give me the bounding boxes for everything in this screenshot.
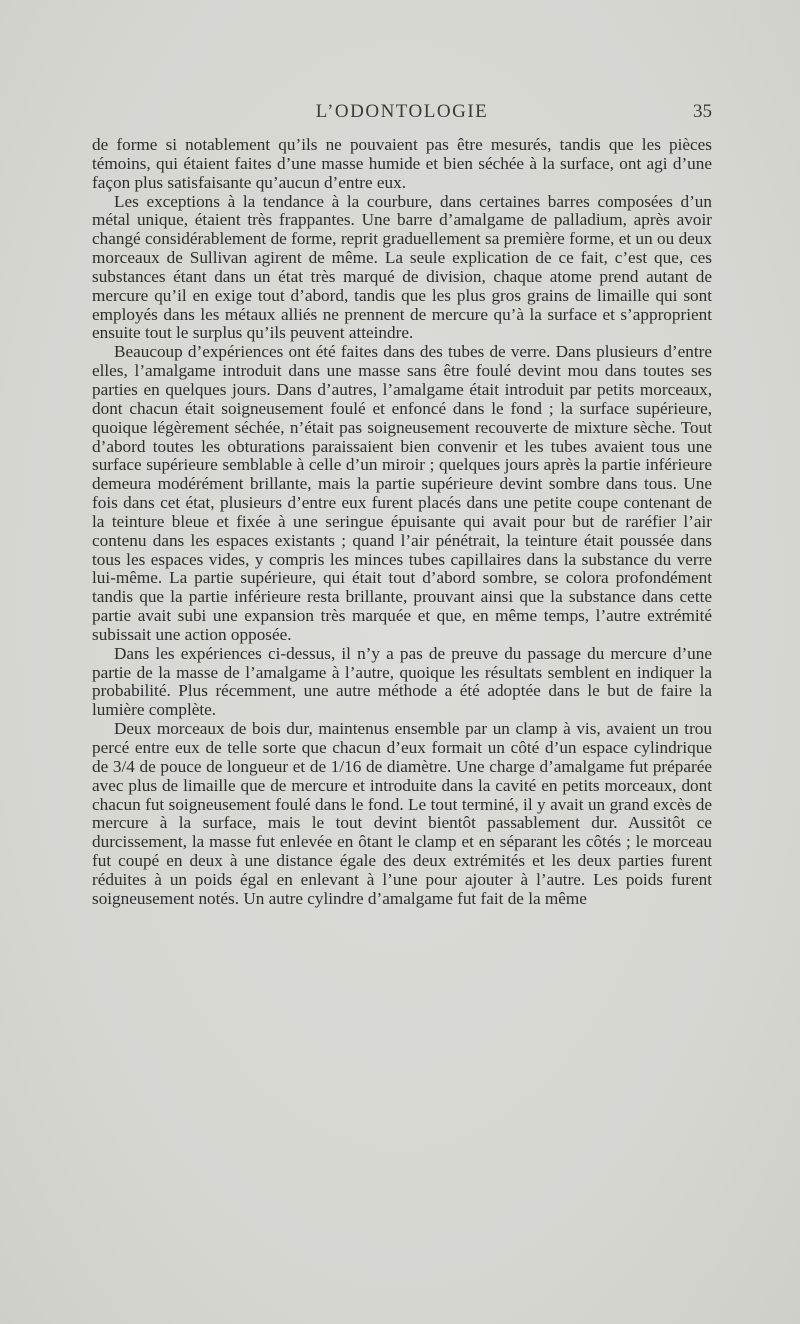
paragraph-4: Dans les expériences ci-dessus, il n’y a pas de preuve du passage du mercure d’une partie de la masse de l’amalgame à l’autre, quoique les résultats semblent en indiquer la probabilité. Plus récemment, une autre méthode a été adoptée dans le but de faire la lumière complète. xyxy=(92,643,712,720)
paragraph-5: Deux morceaux de bois dur, maintenus ensemble par un clamp à vis, avaient un trou percé entre eux de telle sorte que chacun d’eux formait un côté d’un espace cylindrique de 3/4 de pouce de longueur et de 1/16 de diamètre. Une charge d’amalgame fut préparée avec plus de limaille que de mercure et introduite dans la cavité en petits morceaux, dont chacun fut soigneusement foulé dans le fond. Le tout terminé, il y avait un grand excès de mercure à la surface, mais le tout devint bientôt passablement dur. Aussitôt ce durcissement, la masse fut enlevée en ôtant le clamp et en séparant les côtés ; le morceau fut coupé en deux à une distance égale des deux extrémités et les deux parties furent réduites à un poids égal en enlevant à l’une pour ajouter à l’autre. Les poids furent soigneusement notés. Un autre cylindre d’amalgame fut fait de la même xyxy=(92,719,712,908)
paragraph-2: Les exceptions à la tendance à la courbure, dans certaines barres composées d’un métal unique, étaient très frappantes. Une barre d’amalgame de palladium, après avoir changé considérablement de forme, reprit graduellement sa première forme, et un ou deux morceaux de Sullivan agirent de même. La seule explication de ce fait, c’est que, ces substances étant dans un état très marqué de division, chaque atome prend autant de mercure qu’il en exige tout d’abord, tandis que les plus gros grains de limaille qui sont employés dans les métaux alliés ne prennent de mercure qu’à la surface et s’approprient ensuite tout le surplus qu’ils peuvent atteindre. xyxy=(92,191,712,343)
running-title: L’ODONTOLOGIE xyxy=(315,101,489,122)
page-number: 35 xyxy=(693,101,712,122)
paragraph-1: de forme si notablement qu’ils ne pouvaient pas être mesurés, tandis que les pièces témoins, qui étaient faites d’une masse humide et bien séchée à la surface, ont agi d’une façon plus satisfaisante qu’aucun d’entre eux. xyxy=(92,135,712,192)
page-header xyxy=(92,101,712,129)
body-text xyxy=(92,136,712,909)
paragraph-3: Beaucoup d’expériences ont été faites dans des tubes de verre. Dans plusieurs d’entre elles, l’amalgame introduit dans une masse sans être foulé devint mou dans toutes ses parties en quelques jours. Dans d’autres, l’amalgame était introduit par petits morceaux, dont chacun était soigneusement foulé et enfoncé dans le fond ; la surface supérieure, quoique légèrement séchée, n’était pas soigneusement recouverte de mixture sèche. Tout d’abord toutes les obturations paraissaient bien convenir et les tubes avaient tous une surface supérieure semblable à celle d’un miroir ; quelques jours après la partie inférieure demeura modérément brillante, mais la partie supérieure devint sombre dans tous. Une fois dans cet état, plusieurs d’entre eux furent placés dans une petite coupe contenant de la teinture bleue et fixée à une seringue épuisante qui avait pour but de raréfier l’air contenu dans les espaces existants ; quand l’air pénétrait, la teinture était poussée dans tous les espaces vides, y compris les minces tubes capillaires dans la substance du verre lui-même. La partie supérieure, qui était tout d’abord sombre, se colora profondément tandis que la partie inférieure resta brillante, prouvant ainsi que la substance dans cette partie avait subi une expansion très marquée et que, en même temps, l’autre extrémité subissait une action opposée. xyxy=(92,342,712,644)
